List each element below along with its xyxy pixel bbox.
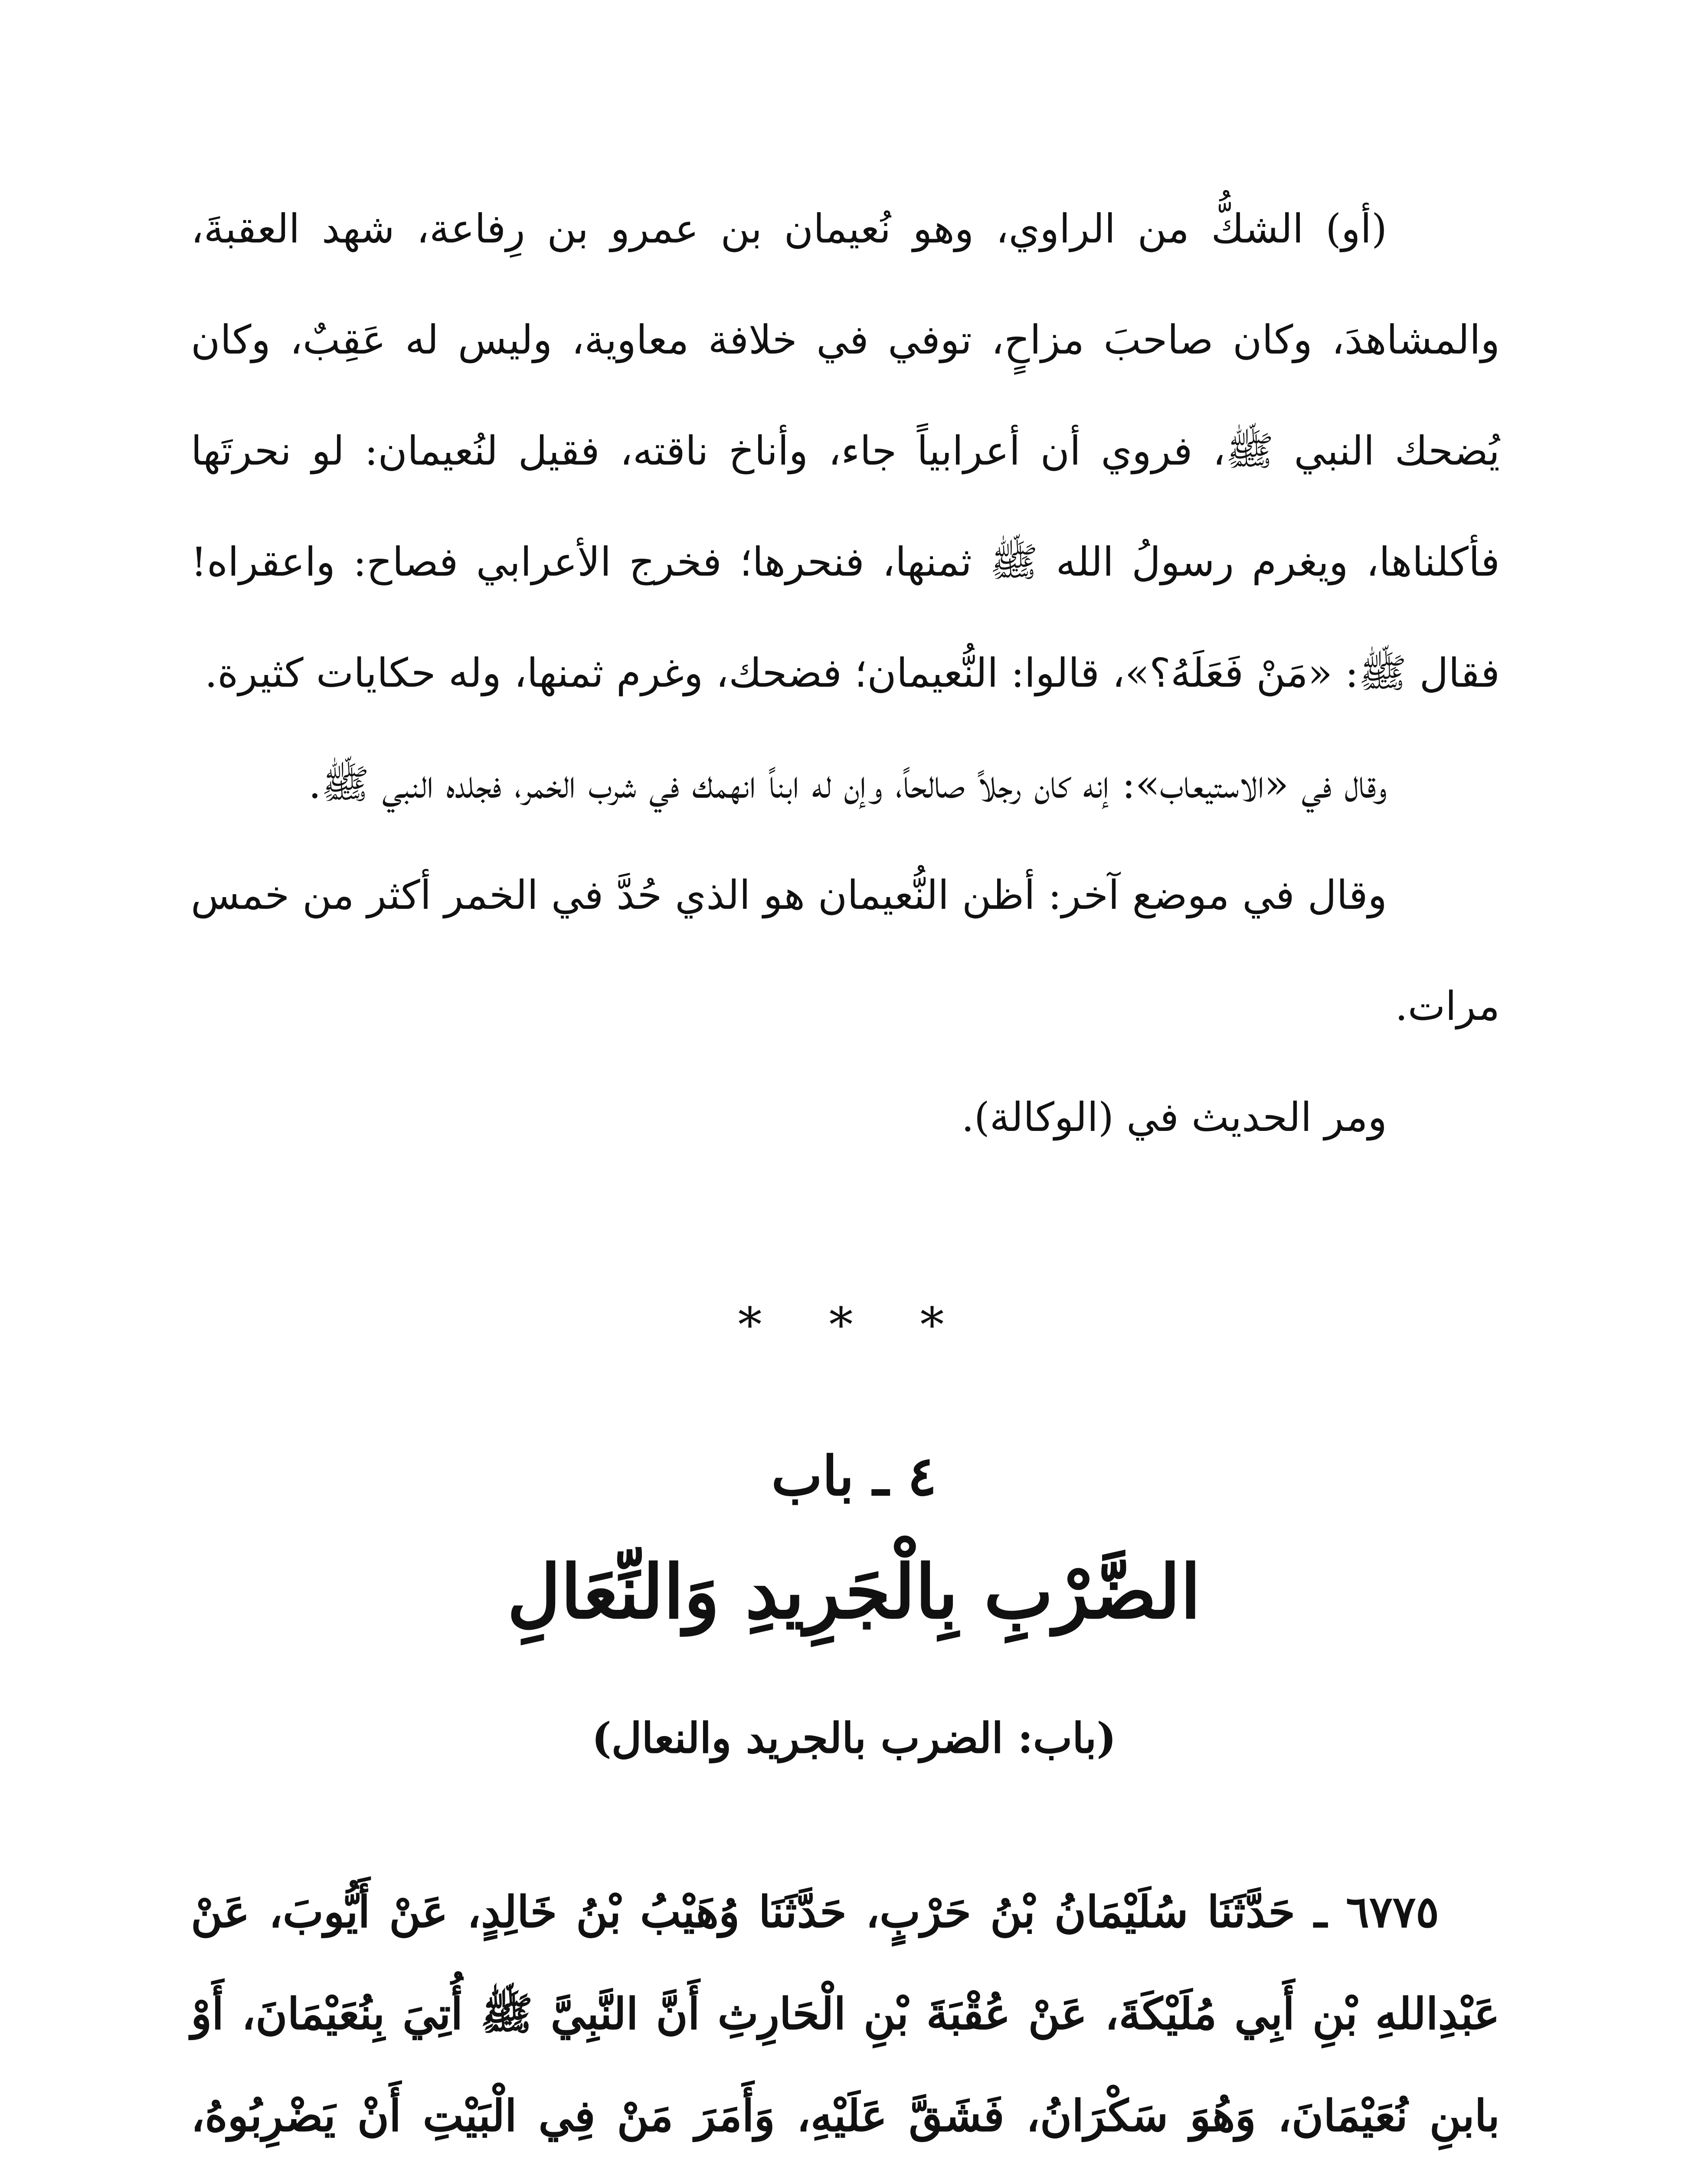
- chapter-title: الضَّرْبِ بِالْجَرِيدِ وَالنِّعَالِ: [507, 1549, 1201, 1635]
- section-separator: * * *: [738, 1297, 970, 1353]
- chapter-number: ٤ ـ باب: [771, 1445, 937, 1508]
- chapter-subtitle: (باب: الضرب بالجريد والنعال): [592, 1714, 1116, 1763]
- commentary-paragraph-1: (أو) الشكُّ من الراوي، وهو نُعيمان بن عمرو بن رِفاعة، شهد العقبةَ، والمشاهدَ، وكان صاحبَ مزاحٍ، توفي في خلافة معاوية، وليس له عَقِبٌ، وكان يُضحك النبي ﷺ، فروي أن أعرابياً جاء، وأناخ ناقته، فقيل لنُعيمان: لو نحرتَها فأكلناها، ويغرم رسولُ الله ﷺ ثمنها، فنحرها؛ فخرج الأعرابي فصاح: واعقراه! فقال ﷺ: «مَنْ فَعَلَهُ؟»، قالوا: النُّعيمان؛ فضحك، وغرم ثمنها، وله حكايات كثيرة.: [191, 206, 1500, 696]
- commentary-text: [191, 174, 1500, 1173]
- hadith-text: ٦٧٧٥ ـ حَدَّثَنَا سُلَيْمَانُ بْنُ حَرْبٍ، حَدَّثَنَا وُهَيْبُ بْنُ خَالِدٍ، عَنْ أَيُّوبَ، عَنْ عَبْدِاللهِ بْنِ أَبِي مُلَيْكَةَ، عَنْ عُقْبَةَ بْنِ الْحَارِثِ أَنَّ النَّبِيَّ ﷺ أُتِيَ بِنُعَيْمَانَ، أَوْ بابنِ نُعَيْمَانَ، وَهُوَ سَكْرَانُ، فَشَقَّ عَلَيْهِ، وَأَمَرَ مَنْ فِي الْبَيْتِ أَنْ يَضْرِبُوهُ،: [191, 1886, 1500, 2141]
- commentary-paragraph-4: ومر الحديث في (الوكالة).: [961, 1094, 1387, 1140]
- commentary-paragraph-3: وقال في موضع آخر: أظن النُّعيمان هو الذي حُدَّ في الخمر أكثر من خمس مرات.: [191, 872, 1500, 1029]
- commentary-paragraph-2: وقال في «الاستيعاب»: إنه كان رجلاً صالحاً، وإن له ابناً انهمك في شرب الخمر، فجلده النبي ﷺ.: [308, 761, 1387, 807]
